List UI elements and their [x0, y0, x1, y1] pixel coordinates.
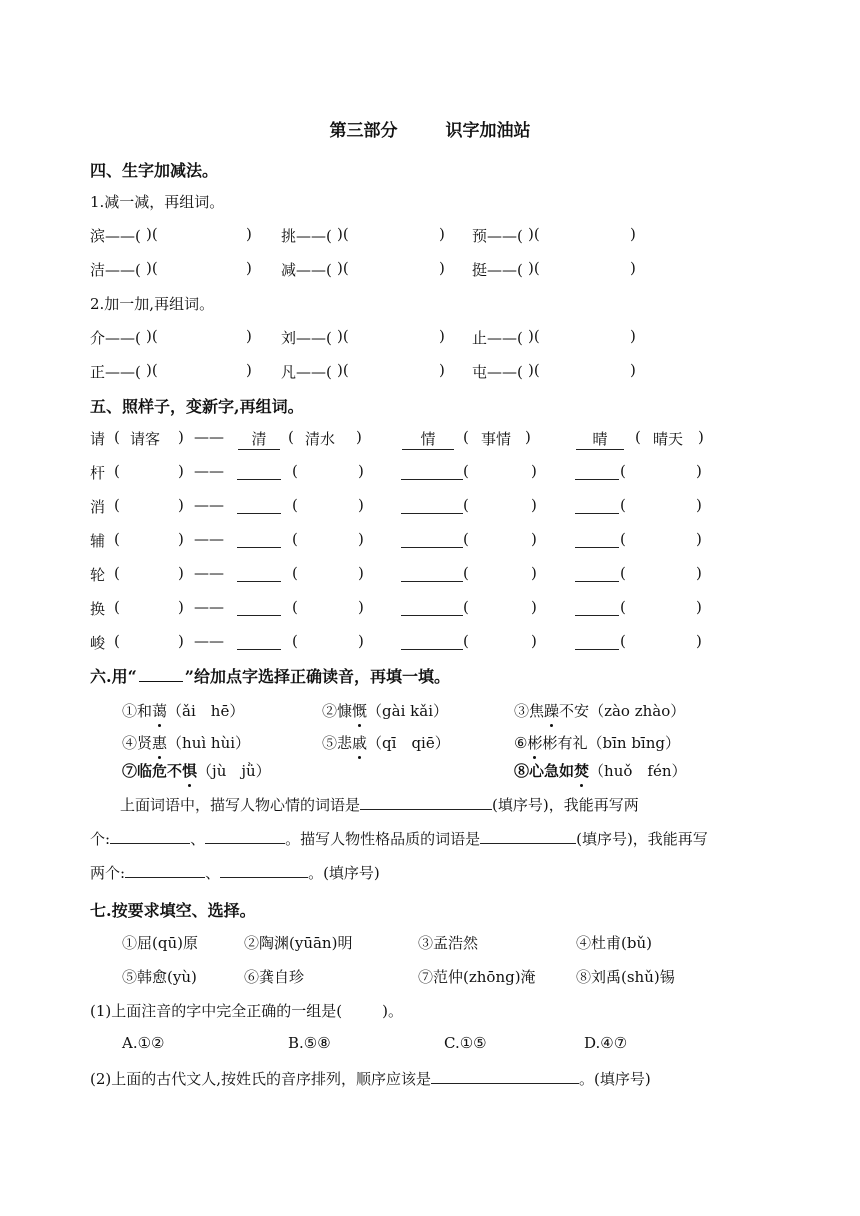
new-char-blank-2[interactable] — [401, 530, 463, 548]
word-group-part: )( — [337, 361, 349, 379]
paren: ) — [696, 632, 702, 650]
paren: ) — [178, 632, 184, 650]
reading-item: ④贤惠（huì hùi） — [122, 734, 251, 752]
section5-heading: 五、照样子，变新字,再组词。 — [90, 397, 304, 416]
character-answer-blank[interactable] — [480, 829, 576, 844]
paren: ) — [358, 530, 364, 548]
q2-answer-blank[interactable] — [431, 1069, 579, 1084]
new-char-blank-1[interactable] — [237, 462, 281, 480]
word-group-part: )( — [337, 327, 349, 345]
example-word-3: 晴天 — [653, 430, 684, 448]
new-char-blank-1[interactable] — [237, 632, 281, 650]
paren: ) — [696, 598, 702, 616]
base-char: 消 — [90, 498, 106, 516]
paren: ( — [288, 428, 294, 446]
word-group-part: ) — [246, 225, 252, 243]
author-name: ①屈(qū)原 — [122, 934, 198, 952]
example-word-2: 事情 — [481, 430, 512, 448]
example-paren-open: ( — [114, 428, 120, 446]
new-char-blank-3[interactable] — [575, 598, 619, 616]
paren: ) — [696, 564, 702, 582]
question-1: (1)上面注音的字中完全正确的一组是( )。 — [90, 1002, 403, 1020]
paren: ) — [358, 564, 364, 582]
paren: ( — [292, 632, 298, 650]
paren: ) — [531, 530, 537, 548]
pinyin-choices[interactable]: （huì hùi） — [167, 734, 251, 752]
paren: ) — [178, 462, 184, 480]
new-char-blank-2[interactable] — [401, 496, 463, 514]
paren: ( — [292, 598, 298, 616]
paren: ( — [620, 462, 626, 480]
word-group-part: 预——( — [472, 227, 523, 245]
word-group-part: )( — [528, 361, 540, 379]
example-word: 请客 — [130, 430, 161, 448]
question-2: (2)上面的古代文人,按姓氏的音序排列，顺序应该是 。(填序号) — [90, 1070, 651, 1088]
paren: ) — [531, 598, 537, 616]
dash: —— — [194, 632, 224, 650]
paren: ) — [356, 428, 362, 446]
new-char-blank-2[interactable] — [401, 598, 463, 616]
word-group-part: 止——( — [472, 329, 523, 347]
author-name: ④杜甫(bǔ) — [576, 934, 652, 952]
mood-word-blank-1[interactable] — [110, 829, 190, 844]
example-new-char-1: 清 — [238, 428, 280, 450]
paren: ( — [620, 496, 626, 514]
word-group-part: )( — [146, 259, 158, 277]
word-input[interactable] — [122, 600, 176, 616]
reading-item: ⑦临危不惧（jù jǜ） — [122, 762, 271, 780]
word-group-part: ) — [439, 259, 445, 277]
heading-underline-sample — [139, 667, 183, 682]
word-group-part: ) — [630, 361, 636, 379]
dotted-char: 蔼 — [152, 702, 168, 720]
word-group-part: 挑——( — [281, 227, 332, 245]
paren: ( — [292, 564, 298, 582]
word-group-part: ) — [439, 225, 445, 243]
reading-item: ③焦躁不安（zào zhào） — [514, 702, 686, 720]
word-group-part: )( — [337, 225, 349, 243]
paren: ) — [696, 462, 702, 480]
author-name: ⑧刘禹(shǔ)锡 — [576, 968, 675, 986]
paren: ( — [463, 598, 469, 616]
mood-word-blank-2[interactable] — [205, 829, 285, 844]
title-part: 第三部分 — [329, 121, 398, 141]
word-input[interactable] — [122, 532, 176, 548]
dotted-char: 慨 — [352, 702, 368, 720]
word-group-part: ) — [246, 361, 252, 379]
title-name: 识字加油站 — [445, 121, 531, 141]
dotted-char: 戚 — [352, 734, 368, 752]
paren: ) — [358, 598, 364, 616]
dash: —— — [194, 530, 224, 548]
paren: ) — [358, 462, 364, 480]
base-char: 换 — [90, 600, 106, 618]
example-new-char-2: 情 — [402, 428, 454, 450]
section4-heading: 四、生字加减法。 — [90, 161, 219, 180]
word-input[interactable] — [122, 498, 176, 514]
word-group-part: ) — [439, 361, 445, 379]
word-group-part: 屯——( — [472, 363, 523, 381]
word-group-part: 挺——( — [472, 261, 523, 279]
word-group-part: ) — [630, 259, 636, 277]
author-name: ③孟浩然 — [418, 934, 479, 952]
word-group-part: )( — [528, 225, 540, 243]
paren: ( — [620, 564, 626, 582]
new-char-blank-2[interactable] — [401, 632, 463, 650]
paren: ( — [292, 462, 298, 480]
paren: ( — [463, 564, 469, 582]
paren: ( — [463, 462, 469, 480]
word-group-part: 减——( — [281, 261, 332, 279]
pinyin-choices[interactable]: （gài kǎi） — [367, 702, 448, 720]
example-char: 请 — [90, 430, 106, 448]
mood-answer-blank[interactable] — [360, 795, 492, 810]
reading-item: ⑧心急如焚（huǒ fén） — [514, 762, 687, 780]
dotted-char: 躁 — [544, 702, 560, 720]
word-group-part: )( — [146, 327, 158, 345]
paren: ) — [696, 496, 702, 514]
section6-paragraph: 上面词语中，描写人物心情的词语是 (填序号)，我能再写两 个: 、 。描写人物性格品质的词语是 (填序号)，我能再写 两个: 、 。(填序号) — [90, 796, 708, 882]
character-word-blank-2[interactable] — [220, 863, 308, 878]
paren: ) — [531, 462, 537, 480]
word-group-part: ) — [246, 259, 252, 277]
paren: ) — [178, 598, 184, 616]
paren: ) — [178, 530, 184, 548]
pinyin-choices[interactable]: （ǎi hē） — [167, 702, 245, 720]
word-input[interactable] — [122, 566, 176, 582]
paren: ) — [178, 496, 184, 514]
new-char-blank-2[interactable] — [401, 462, 463, 480]
paren: ) — [696, 530, 702, 548]
dash: —— — [194, 598, 224, 616]
word-group-part: 介——( — [90, 329, 141, 347]
word-group-part: ) — [630, 225, 636, 243]
example-new-char-3: 晴 — [576, 428, 624, 450]
word-group-part: )( — [337, 259, 349, 277]
paren: ) — [531, 632, 537, 650]
reading-item: ⑤悲戚（qī qiē） — [322, 734, 450, 752]
dash: —— — [194, 462, 224, 480]
author-name: ⑦范仲(zhōng)淹 — [418, 968, 536, 986]
paren: ) — [531, 564, 537, 582]
reading-item: ⑥彬彬有礼（bīn bīng） — [514, 734, 680, 752]
base-char: 轮 — [90, 566, 106, 584]
paren: ( — [292, 496, 298, 514]
word-group-part: ) — [439, 327, 445, 345]
word-group-part: ) — [630, 327, 636, 345]
pinyin-choices[interactable]: （zào zhào） — [589, 702, 686, 720]
new-char-blank-3[interactable] — [575, 496, 619, 514]
paren: ( — [114, 564, 120, 582]
word-input[interactable] — [122, 464, 176, 480]
base-char: 杆 — [90, 464, 106, 482]
author-name: ⑥龚自珍 — [244, 968, 305, 986]
new-char-blank-1[interactable] — [237, 598, 281, 616]
character-word-blank-1[interactable] — [125, 863, 205, 878]
pinyin-choices[interactable]: （qī qiē） — [367, 734, 450, 752]
author-name: ②陶渊(yūān)明 — [244, 934, 353, 952]
paren: ) — [531, 496, 537, 514]
dash: —— — [194, 564, 224, 582]
page-title — [0, 116, 860, 141]
dotted-char: 惠 — [152, 734, 168, 752]
base-char: 辅 — [90, 532, 106, 550]
paren: ( — [635, 428, 641, 446]
paren: ( — [463, 428, 469, 446]
example-dash: —— — [194, 428, 224, 446]
pinyin-choices[interactable]: （jù jǜ） — [197, 762, 271, 780]
paren: ) — [358, 496, 364, 514]
word-group-part: 刘——( — [281, 329, 332, 347]
dotted-char: 焚 — [574, 762, 590, 780]
paren: ( — [620, 632, 626, 650]
new-char-blank-3[interactable] — [575, 530, 619, 548]
word-group-part: )( — [528, 327, 540, 345]
new-char-blank-1[interactable] — [237, 530, 281, 548]
pinyin-choices[interactable]: （huǒ fén） — [589, 762, 687, 780]
paren: ) — [698, 428, 704, 446]
word-group-part: )( — [146, 225, 158, 243]
option-a[interactable]: A.①② — [122, 1034, 165, 1052]
paren: ( — [463, 530, 469, 548]
word-group-part: 洁——( — [90, 261, 141, 279]
reading-item: ①和蔼（ǎi hē） — [122, 702, 245, 720]
paren: ( — [292, 530, 298, 548]
paren: ( — [114, 462, 120, 480]
section6-heading: 六.用“ ”给加点字选择正确读音，再填一填。 — [90, 667, 450, 686]
option-d[interactable]: D.④⑦ — [584, 1034, 628, 1052]
example-paren-close: ) — [178, 428, 184, 446]
paren: ( — [620, 530, 626, 548]
section4-sub2: 2.加一加,再组词。 — [90, 295, 215, 313]
new-char-blank-1[interactable] — [237, 496, 281, 514]
word-group-part: 正——( — [90, 363, 141, 381]
dotted-char: 彬 — [527, 734, 543, 752]
reading-item: ②慷慨（gài kǎi） — [322, 702, 448, 720]
word-group-part: )( — [146, 361, 158, 379]
paren: ( — [463, 496, 469, 514]
dotted-char: 惧 — [182, 762, 198, 780]
new-char-blank-2[interactable] — [401, 564, 463, 582]
section4-sub1: 1.减一减，再组词。 — [90, 193, 225, 211]
base-char: 峻 — [90, 634, 106, 652]
new-char-blank-1[interactable] — [237, 564, 281, 582]
new-char-blank-3[interactable] — [575, 462, 619, 480]
paren: ( — [114, 530, 120, 548]
paren: ( — [463, 632, 469, 650]
option-c[interactable]: C.①⑤ — [444, 1034, 487, 1052]
paren: ( — [620, 598, 626, 616]
word-group-part: )( — [528, 259, 540, 277]
author-name: ⑤韩愈(yù) — [122, 968, 197, 986]
word-input[interactable] — [122, 634, 176, 650]
paren: ) — [178, 564, 184, 582]
option-b[interactable]: B.⑤⑧ — [288, 1034, 331, 1052]
new-char-blank-3[interactable] — [575, 564, 619, 582]
word-group-part: ) — [246, 327, 252, 345]
example-word-1: 清水 — [305, 430, 336, 448]
paren: ( — [114, 496, 120, 514]
paren: ( — [114, 598, 120, 616]
dash: —— — [194, 496, 224, 514]
word-group-part: 凡——( — [281, 363, 332, 381]
section7-heading: 七.按要求填空、选择。 — [90, 901, 256, 920]
paren: ) — [525, 428, 531, 446]
paren: ) — [358, 632, 364, 650]
word-group-part: 滨——( — [90, 227, 141, 245]
paren: ( — [114, 632, 120, 650]
pinyin-choices[interactable]: （bīn bīng） — [587, 734, 680, 752]
new-char-blank-3[interactable] — [575, 632, 619, 650]
